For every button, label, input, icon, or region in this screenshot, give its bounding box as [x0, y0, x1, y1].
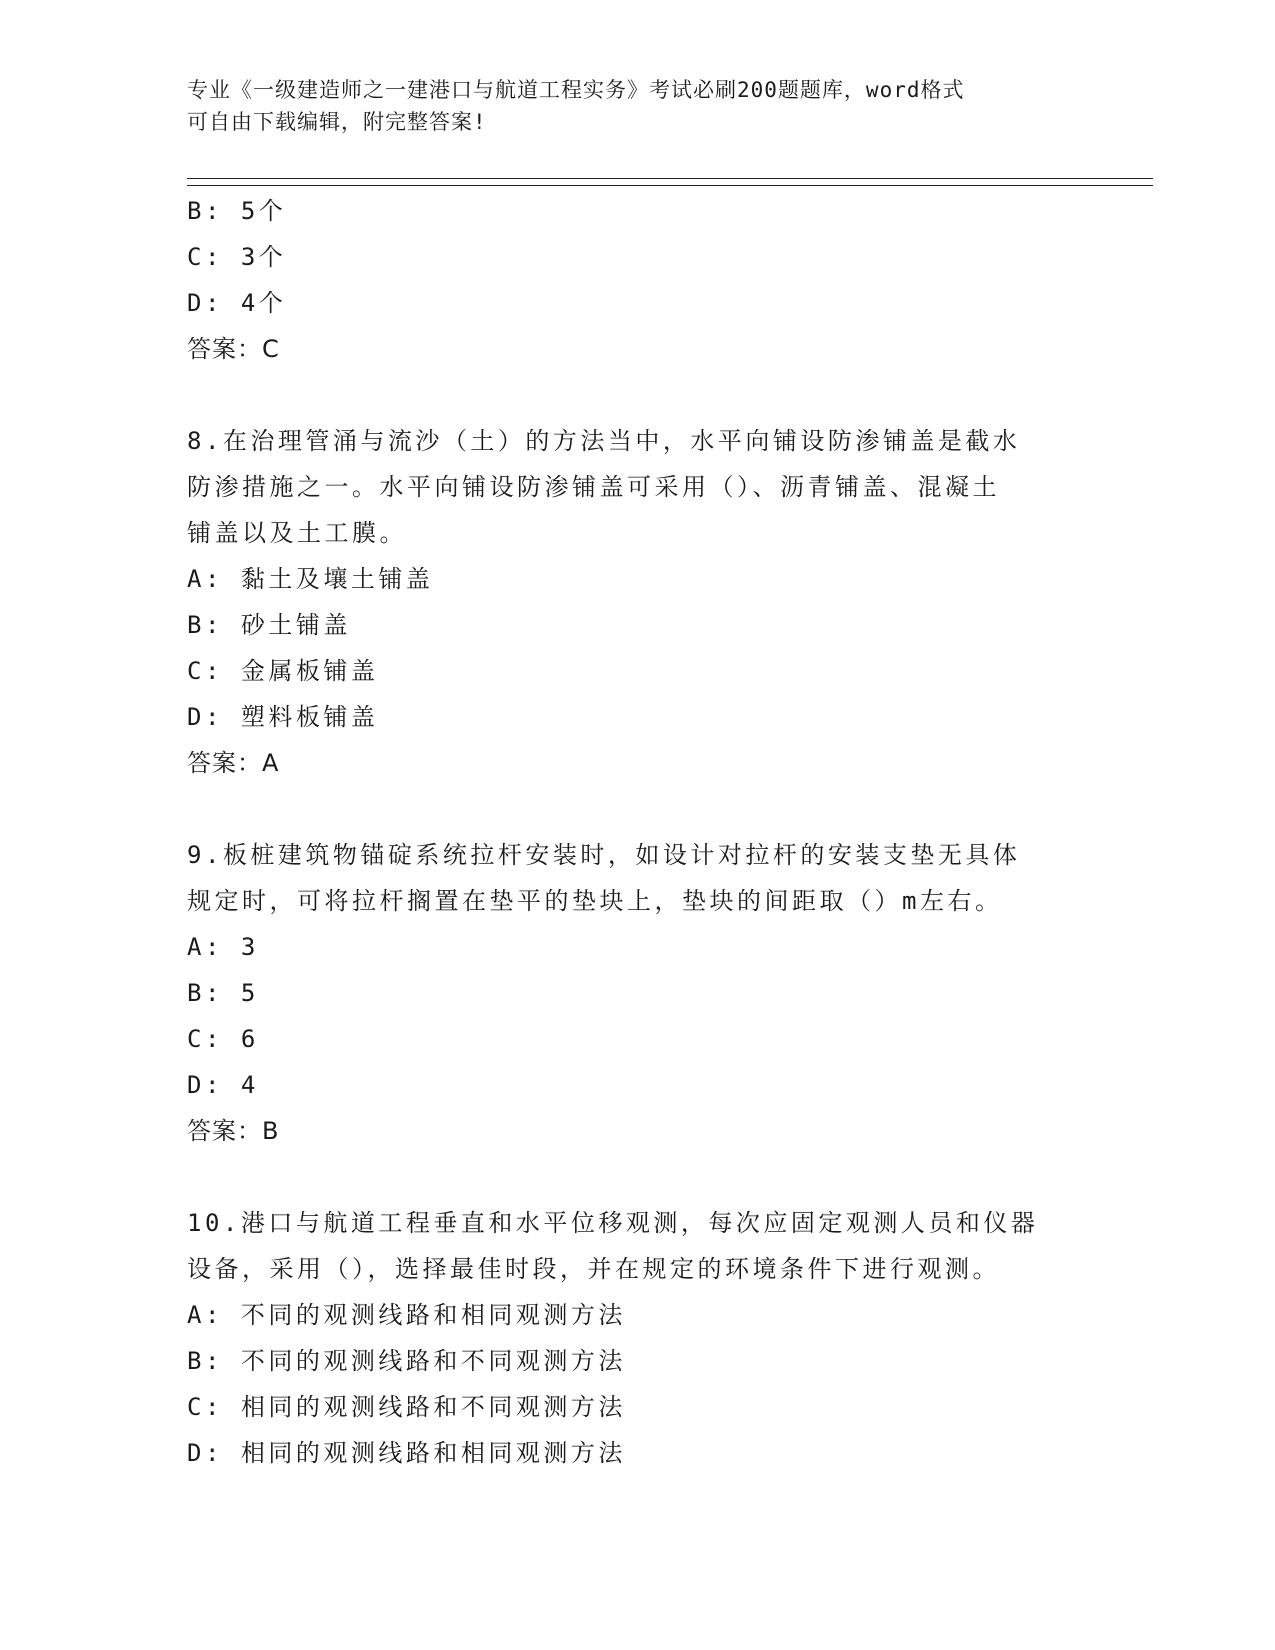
question-list	[187, 188, 1067, 1476]
header-line-2: 可自由下载编辑，附完整答案!	[187, 110, 487, 134]
answer-label: 答案：B	[187, 1117, 280, 1145]
option-b: B: 5	[187, 979, 259, 1007]
question-stem-line: 防渗措施之一。水平向铺设防渗铺盖可采用（）、沥青铺盖、混凝土	[187, 473, 1000, 501]
option-b: B: 不同的观测线路和不同观测方法	[187, 1347, 626, 1375]
option-c: C: 6	[187, 1025, 259, 1053]
page-header	[187, 74, 1087, 138]
header-line-1: 专业《一级建造师之一建港口与航道工程实务》考试必刷200题题库，word格式	[187, 78, 965, 102]
question-stem-line: 8.在治理管涌与流沙（土）的方法当中，水平向铺设防渗铺盖是截水	[187, 427, 1021, 455]
question-stem-line: 规定时，可将拉杆搁置在垫平的垫块上，垫块的间距取（）m左右。	[187, 887, 1003, 915]
option-d: D: 4	[187, 1071, 259, 1099]
partial-question	[187, 188, 1067, 372]
option-d: D: 塑料板铺盖	[187, 703, 379, 731]
option-a: A: 3	[187, 933, 259, 961]
option-b: B: 砂土铺盖	[187, 611, 351, 639]
option-c: C: 3个	[187, 243, 287, 271]
question-stem-line: 铺盖以及土工膜。	[187, 519, 407, 547]
option-c: C: 相同的观测线路和不同观测方法	[187, 1393, 626, 1421]
option-d: D: 相同的观测线路和相同观测方法	[187, 1439, 626, 1467]
header-divider	[187, 178, 1153, 186]
option-d: D: 4个	[187, 289, 287, 317]
question-8	[187, 418, 1067, 786]
question-9	[187, 832, 1067, 1154]
option-a: A: 黏土及壤土铺盖	[187, 565, 434, 593]
option-a: A: 不同的观测线路和相同观测方法	[187, 1301, 626, 1329]
option-c: C: 金属板铺盖	[187, 657, 379, 685]
answer-label: 答案：C	[187, 335, 280, 363]
question-stem-line: 9.板桩建筑物锚碇系统拉杆安装时，如设计对拉杆的安装支垫无具体	[187, 841, 1021, 869]
question-stem-line: 10.港口与航道工程垂直和水平位移观测，每次应固定观测人员和仪器	[187, 1209, 1039, 1237]
option-b: B: 5个	[187, 197, 287, 225]
answer-label: 答案：A	[187, 749, 280, 777]
question-stem-line: 设备，采用（），选择最佳时段，并在规定的环境条件下进行观测。	[187, 1255, 1000, 1283]
question-10	[187, 1200, 1067, 1476]
